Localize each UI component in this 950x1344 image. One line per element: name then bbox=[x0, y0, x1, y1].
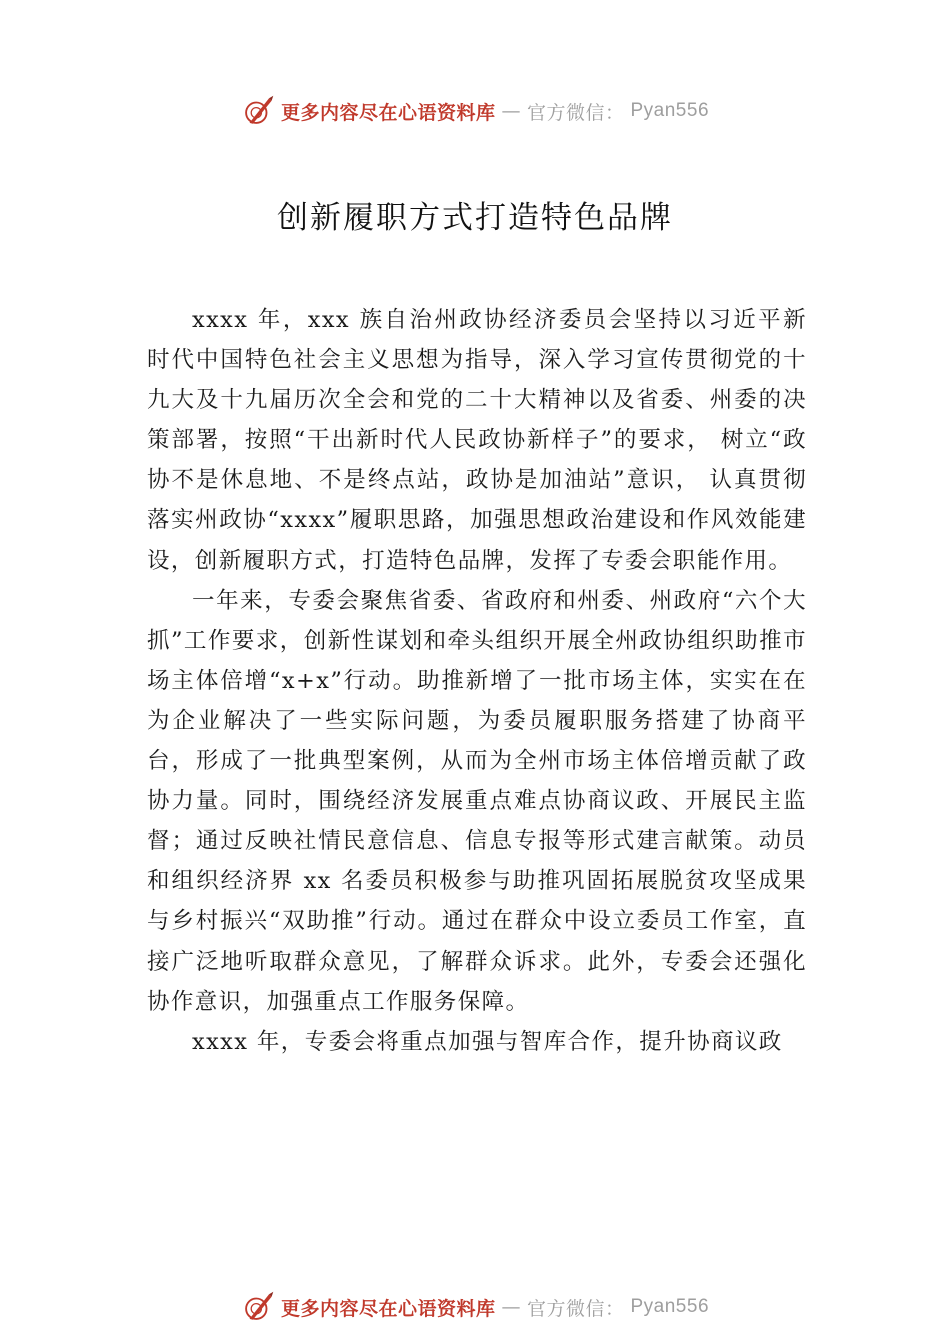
document-title: 创新履职方式打造特色品牌 bbox=[277, 200, 673, 236]
document-body bbox=[147, 300, 807, 1062]
watermark-wechat-id: Pyan556 bbox=[630, 1296, 710, 1317]
watermark-label: 官方微信： bbox=[526, 101, 625, 124]
watermark-brand: 更多内容尽在心语资料库 bbox=[280, 1297, 496, 1320]
footer-watermark bbox=[0, 1290, 950, 1324]
watermark-dash: — bbox=[501, 1296, 521, 1318]
watermark-label: 官方微信： bbox=[526, 1297, 625, 1320]
paragraph-2: 一年来，专委会聚焦省委、省政府和州委、州政府“六个大抓”工作要求，创新性谋划和牵头组织开展全州政协组织助推市场主体倍增“x+x”行动。助推新增了一批市场主体，实实在在为企业解决了一些实际问题，为委员履职服务搭建了协商平台，形成了一批典型案例，从而为全州市场主体倍增贡献了政协力量。同时，围绕经济发展重点难点协商议政、开展民主监督；通过反映社情民意信息、信息专报等形式建言献策。动员和组织经济界 xx 名委员积极参与助推巩固拓展脱贫攻坚成果与乡村振兴“双助推”行动。通过在群众中设立委员工作室，直接广泛地听取群众意见，了解群众诉求。此外，专委会还强化协作意识，加强重点工作服务保障。 bbox=[147, 587, 807, 1015]
watermark-wechat-id: Pyan556 bbox=[630, 100, 710, 121]
paragraph-1: xxxx 年，xxx 族自治州政协经济委员会坚持以习近平新时代中国特色社会主义思想为指导，深入学习宣传贯彻党的十九大及十九届历次全会和党的二十大精神以及省委、州委的决策部署，按照“干出新时代人民政协新样子”的要求， 树立“政协不是休息地、不是终点站，政协是加油站”意识， 认真贯彻落实州政协“xxxx”履职思路，加强思想政治建设和作风效能建设，创新履职方式，打造特色品牌，发挥了专委会职能作用。 bbox=[147, 307, 807, 574]
quill-pen-logo-icon bbox=[241, 94, 275, 128]
watermark-dash: — bbox=[501, 100, 521, 122]
quill-pen-logo-icon bbox=[241, 1290, 275, 1324]
header-watermark bbox=[0, 94, 950, 128]
watermark-brand: 更多内容尽在心语资料库 bbox=[280, 101, 496, 124]
paragraph-3: xxxx 年，专委会将重点加强与智库合作，提升协商议政 bbox=[192, 1028, 783, 1055]
